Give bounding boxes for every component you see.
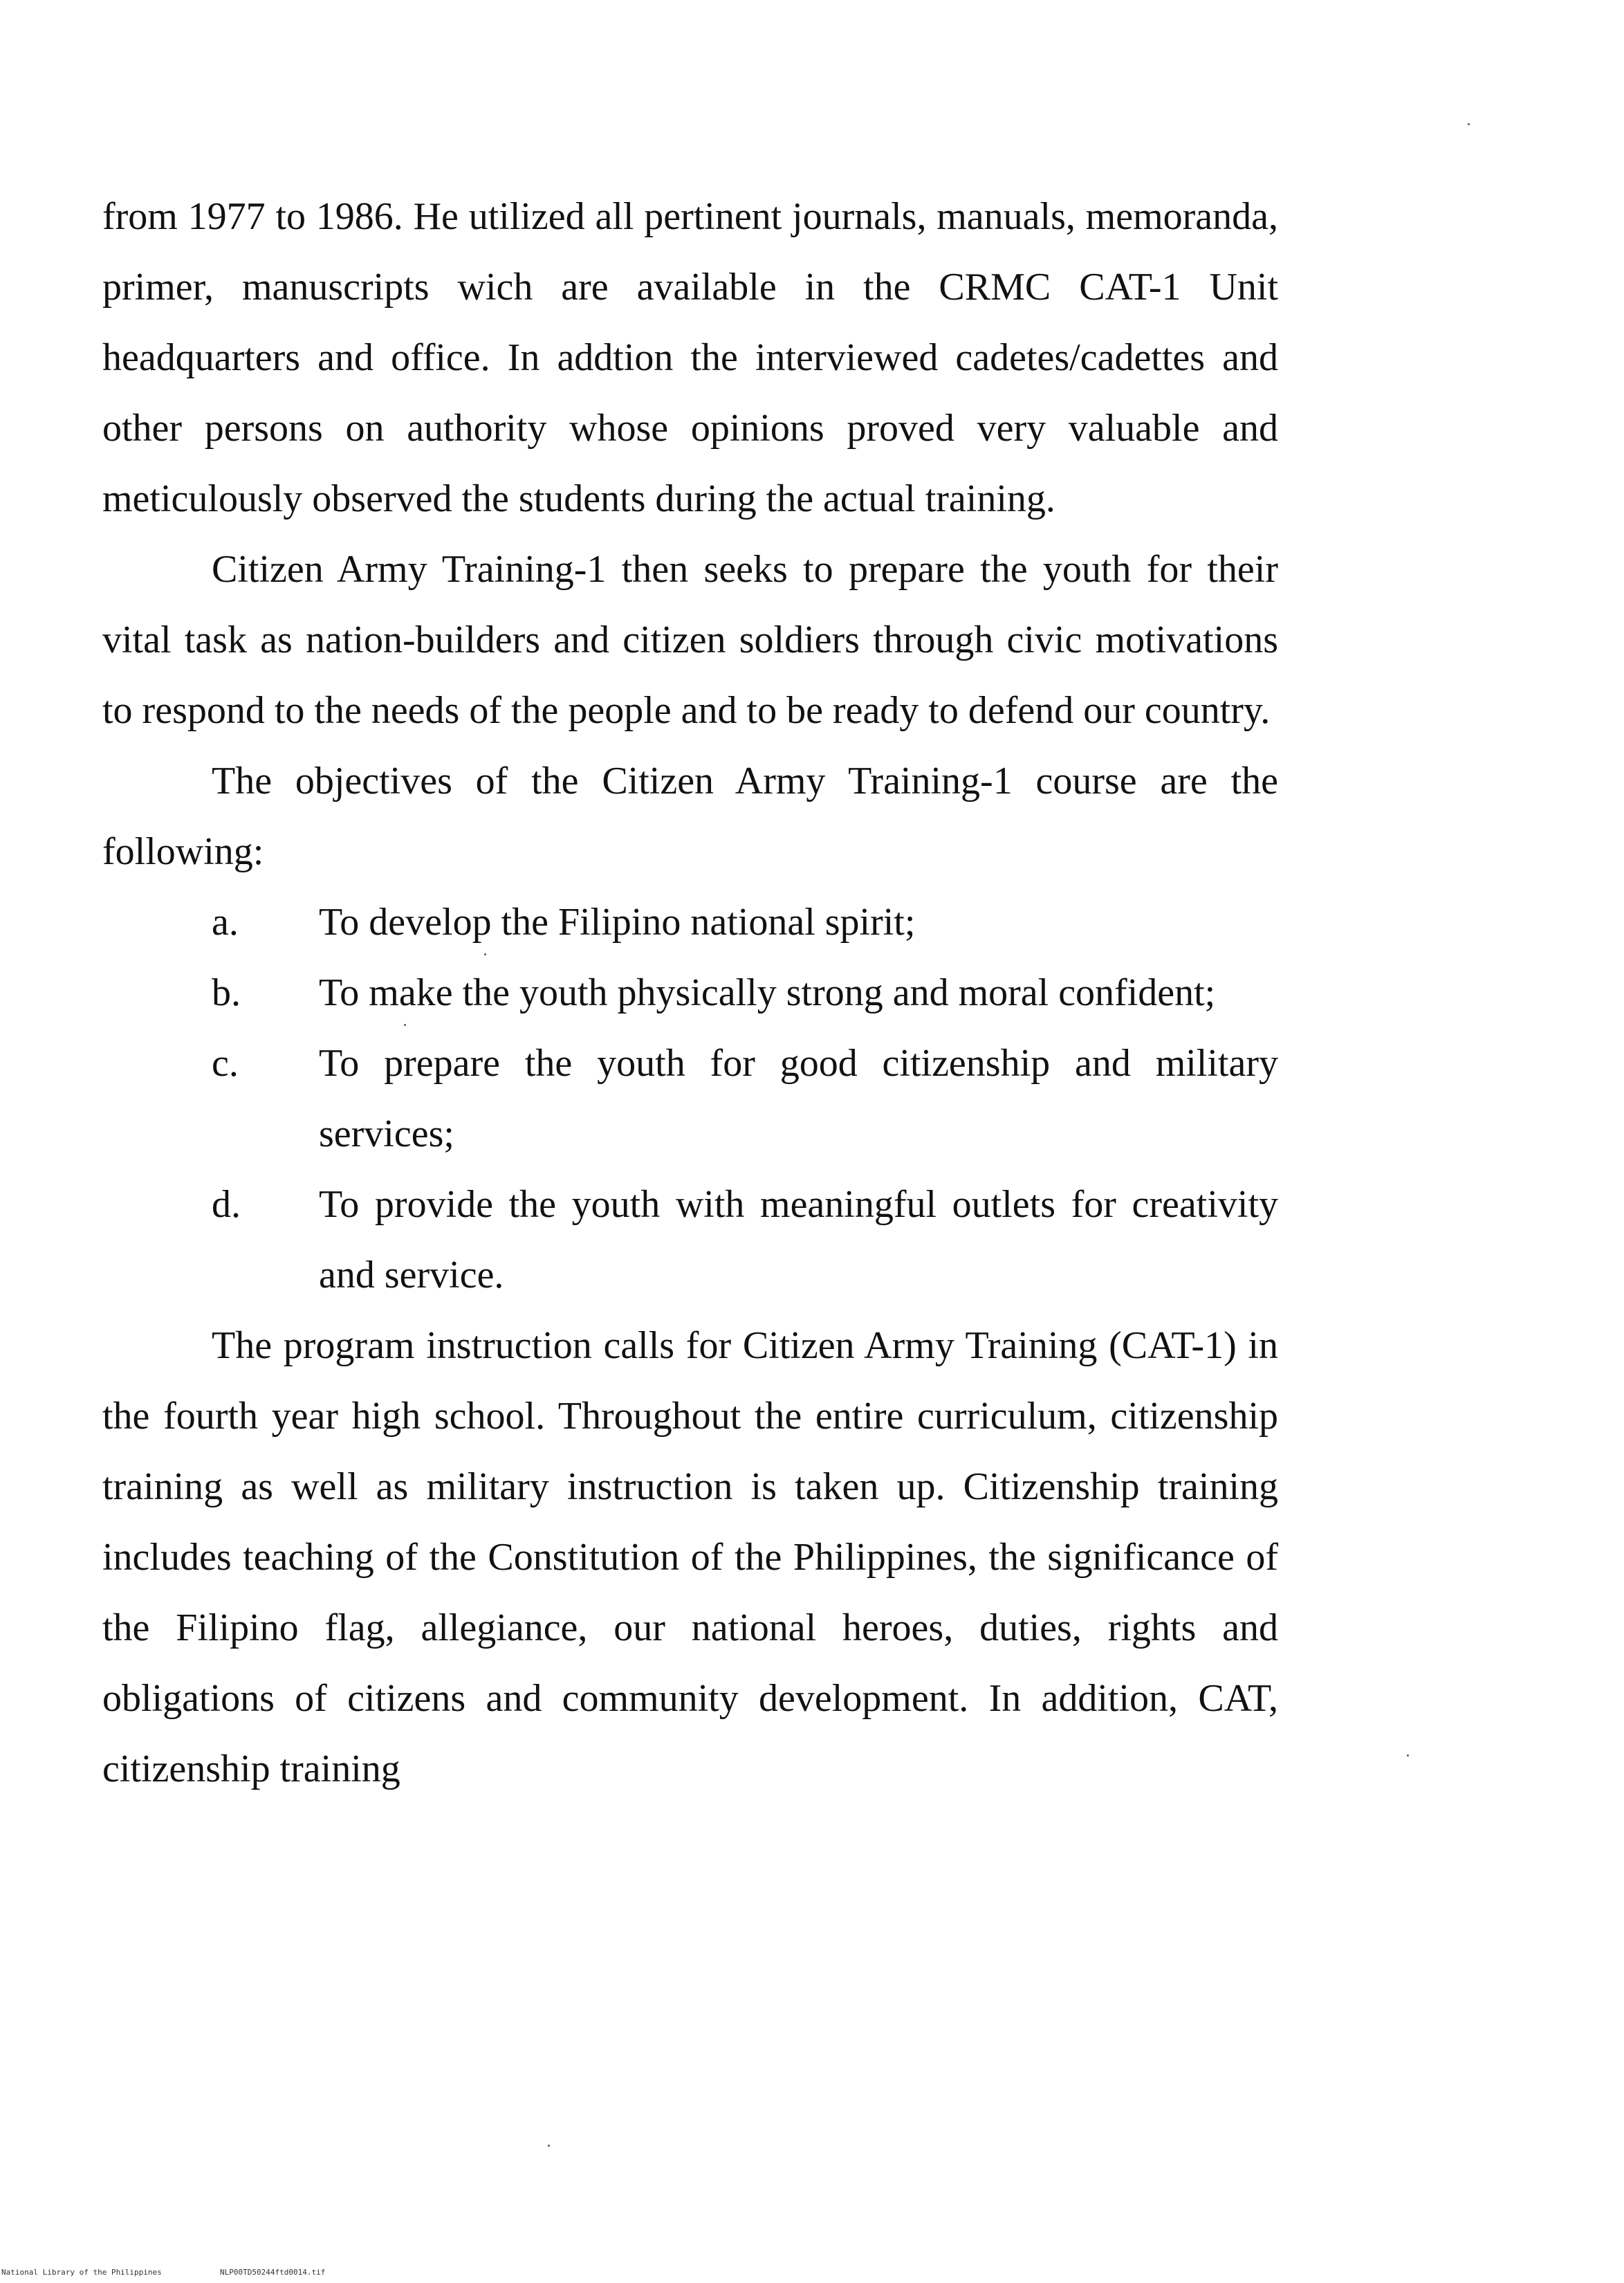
- list-item: [212, 957, 1278, 1028]
- list-item-text: To develop the Filipino national spirit;: [319, 901, 916, 944]
- continuation-paragraph: from 1977 to 1986. He utilized all pertinent journals, manuals, memoranda, primer, manuscripts wich are available in the CRMC CAT-1 Unit headquarters and office. In addtion the interviewed cadetes/cadettes and other persons on authority whose opinions proved very valuable and meticulously observed the students during the actual training.: [102, 195, 1278, 520]
- list-marker: c.: [212, 1042, 239, 1085]
- scan-speck: [548, 2145, 550, 2147]
- list-item: [212, 1169, 1278, 1310]
- scan-speck: [484, 953, 486, 955]
- body-text: [102, 181, 1278, 1804]
- objectives-list: [102, 887, 1278, 1310]
- footer-library-name: National Library of the Philippines: [1, 2268, 162, 2277]
- scan-speck: [404, 1024, 406, 1026]
- list-marker: d.: [212, 1183, 241, 1226]
- list-item-text: To provide the youth with meaningful outlets for creativity and service.: [319, 1183, 1278, 1296]
- list-marker: b.: [212, 971, 241, 1014]
- list-item: [212, 887, 1278, 957]
- list-item: [212, 1028, 1278, 1169]
- paragraph-cat1-purpose: Citizen Army Training-1 then seeks to prepare the youth for their vital task as nation-builders and citizen soldiers through civic motivations to respond to the needs of the people and to be ready to defend our country.: [102, 548, 1278, 732]
- paragraph-program-instruction: The program instruction calls for Citizen Army Training (CAT-1) in the fourth year high school. Throughout the entire curriculum, citizenship training as well as military instruction is taken up. Citizenship training includes teaching of the Constitution of the Philippines, the significance of the Filipino flag, allegiance, our national heroes, duties, rights and obligations of citizens and community development. In addition, CAT, citizenship training: [102, 1324, 1278, 1790]
- paragraph-objectives-intro: The objectives of the Citizen Army Training-1 course are the following:: [102, 760, 1278, 873]
- footer-file-id: NLP00TD50244ftd0014.tif: [220, 2268, 326, 2277]
- list-marker: a.: [212, 901, 239, 944]
- list-item-text: To prepare the youth for good citizenship and military services;: [319, 1042, 1278, 1155]
- list-item-text: To make the youth physically strong and moral confident;: [319, 971, 1216, 1014]
- scan-speck: [1407, 1754, 1409, 1757]
- scan-speck: [1468, 123, 1470, 125]
